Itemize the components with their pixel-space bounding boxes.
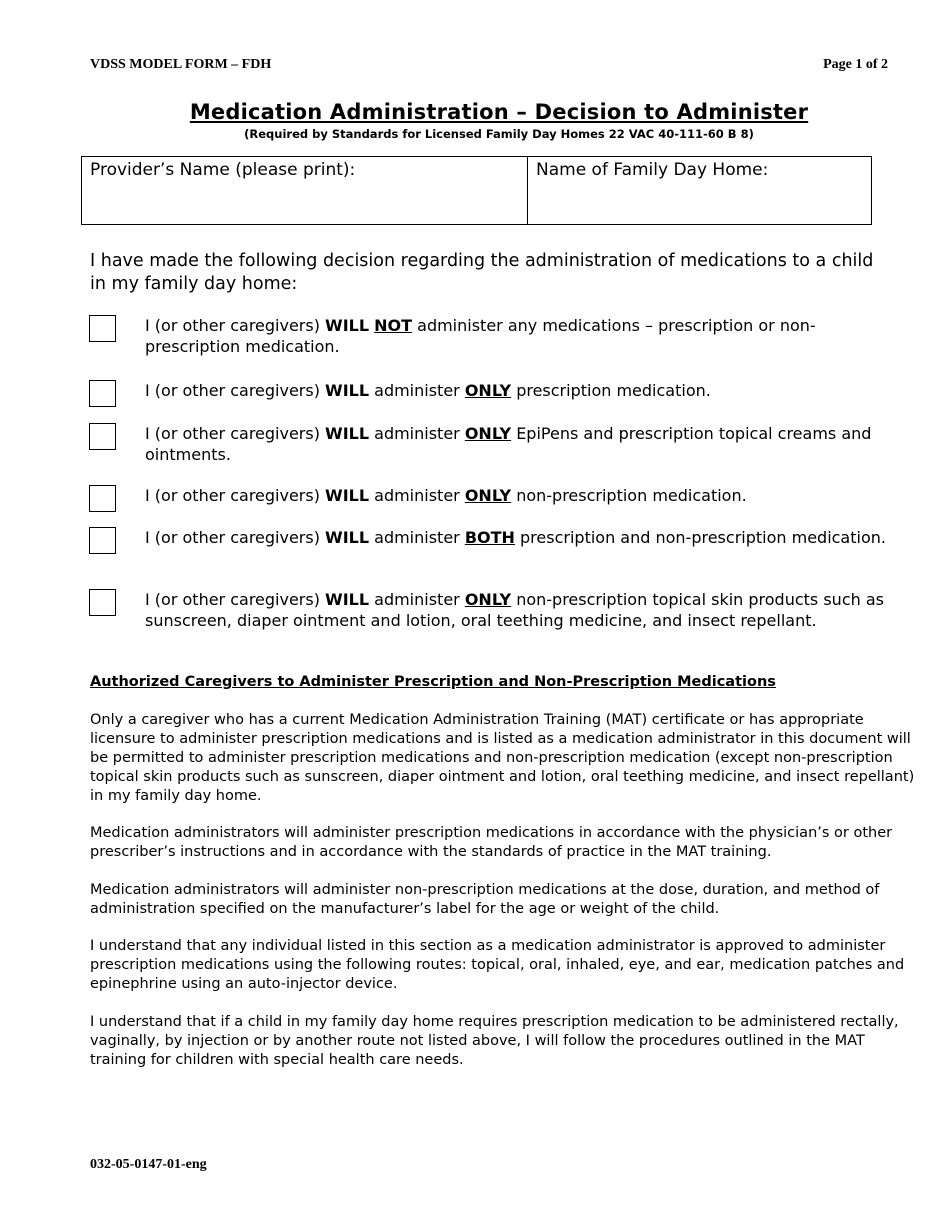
provider-name-label: Provider’s Name (please print): [90, 160, 356, 180]
form-label: VDSS MODEL FORM – FDH [90, 57, 272, 72]
option-text: I (or other caregivers) WILL administer ONLY non-prescription topical skin products such as sunscreen, diaper ointment and lotion, oral teething medicine, and insect repellant. [145, 590, 884, 630]
provider-info-table [81, 156, 872, 225]
form-subtitle: (Required by Standards for Licensed Family Day Homes 22 VAC 40-111-60 B 8) [244, 127, 754, 141]
form-title: Medication Administration – Decision to Administer [189, 100, 809, 124]
option-text: I (or other caregivers) WILL administer BOTH prescription and non-prescription medication. [145, 528, 886, 547]
paragraph-authorization: Only a caregiver who has a current Medication Administration Training (MAT) certificate or has appropriate licensure to administer prescription medications and is listed as a medication administrator in this document will be permitted to administer prescription medications and non-prescription medication (except non-prescription topical skin products such as sunscreen, diaper ointment and lotion, oral teething medicine, and insect repellant) in my family day home. [90, 712, 915, 804]
option-text: I (or other caregivers) WILL administer ONLY prescription medication. [145, 381, 711, 400]
option-checkbox[interactable] [89, 380, 116, 407]
paragraph-nonprescription-practice: Medication administrators will administer non-prescription medications at the dose, duration, and method of administration specified on the manufacturer’s label for the age or weight of the child. [90, 882, 880, 917]
home-name-label: Name of Family Day Home: [536, 160, 769, 180]
section-title: Authorized Caregivers to Administer Prescription and Non-Prescription Medications [90, 674, 776, 690]
provider-name-field[interactable] [82, 157, 528, 224]
option-text: I (or other caregivers) WILL administer ONLY non-prescription medication. [145, 486, 747, 505]
option-checkbox[interactable] [89, 589, 116, 616]
option-checkbox[interactable] [89, 527, 116, 554]
paragraph-prescription-practice: Medication administrators will administer prescription medications in accordance with the physician’s or other prescriber’s instructions and in accordance with the standards of practice in the MAT training. [90, 825, 893, 860]
paragraph-other-routes: I understand that if a child in my family day home requires prescription medication to be administered rectally, vaginally, by injection or by another route not listed above, I will follow the procedures outlined in the MAT training for children with special health care needs. [90, 1014, 899, 1068]
option-text: I (or other caregivers) WILL NOT administer any medications – prescription or non-prescription medication. [145, 316, 816, 356]
form-number: 032-05-0147-01-eng [90, 1157, 207, 1172]
intro-statement: I have made the following decision regarding the administration of medications to a child in my family day home: [90, 251, 874, 294]
option-checkbox[interactable] [89, 485, 116, 512]
option-text: I (or other caregivers) WILL administer ONLY EpiPens and prescription topical creams and ointments. [145, 424, 872, 464]
option-checkbox[interactable] [89, 423, 116, 450]
option-checkbox[interactable] [89, 315, 116, 342]
paragraph-approved-routes: I understand that any individual listed in this section as a medication administrator is approved to administer prescription medications using the following routes: topical, oral, inhaled, eye, and ear, medication patches and epinephrine using an auto-injector device. [90, 938, 905, 992]
page-number: Page 1 of 2 [823, 57, 888, 72]
home-name-field[interactable] [528, 157, 871, 224]
